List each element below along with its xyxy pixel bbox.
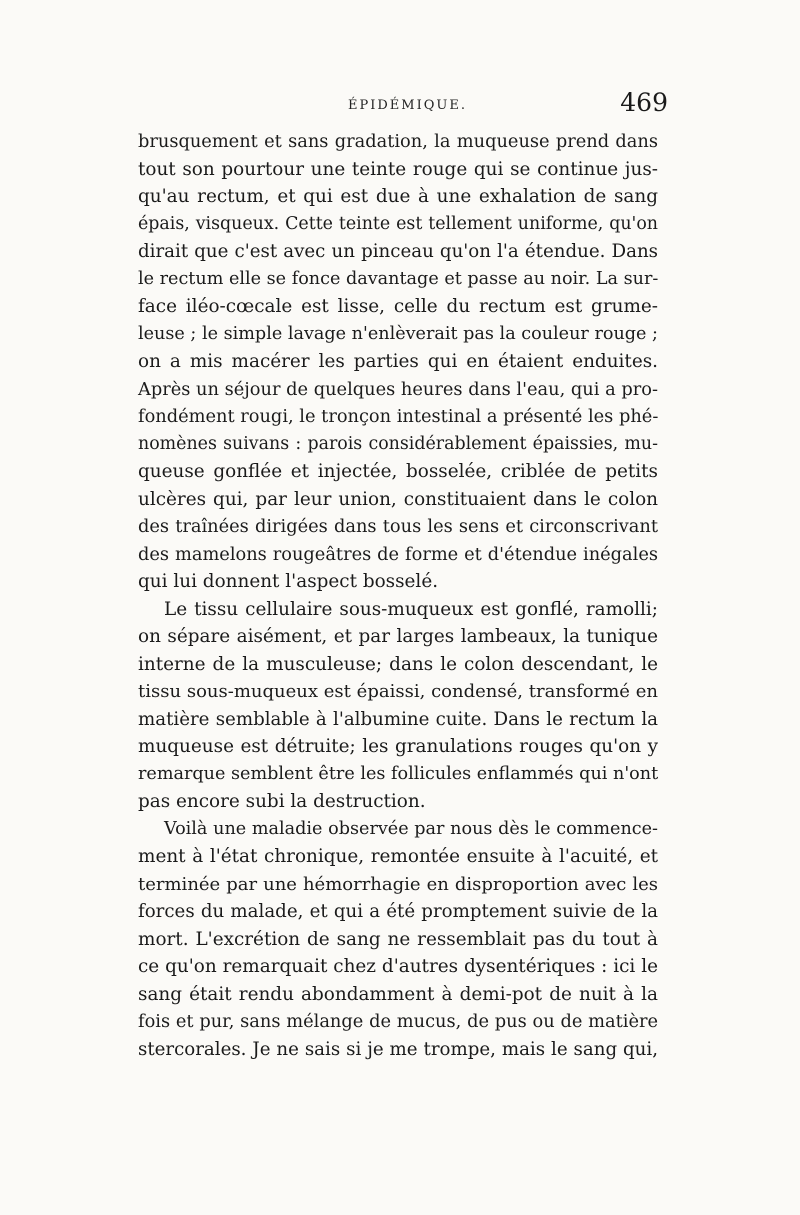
text-line: matière semblable à l'albumine cuite. Dans le rectum la — [138, 708, 658, 730]
text-line: épais, visqueux. Cette teinte est tellement uniforme, qu'on — [138, 213, 658, 234]
text-line: queuse gonflée et injectée, bosselée, criblée de petits — [138, 461, 658, 482]
text-line: terminée par une hémorrhagie en disproportion avec les — [138, 873, 658, 895]
text-line: ulcères qui, par leur union, constituaient dans le colon — [138, 488, 658, 510]
paragraph-start-line: Le tissu cellulaire sous-muqueux est gonflé, ramolli; — [164, 598, 658, 620]
text-line: des traînées dirigées dans tous les sens et circonscrivant — [138, 516, 658, 537]
text-line: stercorales. Je ne sais si je me trompe, mais le sang qui, — [138, 1038, 658, 1060]
text-line: forces du malade, et qui a été promptement suivie de la — [138, 901, 658, 922]
body-text — [138, 128, 658, 1063]
text-line: ment à l'état chronique, remontée ensuite à l'acuité, et — [138, 846, 658, 867]
text-line: tissu sous-muqueux est épaissi, condensé, transformé en — [138, 681, 658, 702]
paragraph-end-line: qui lui donnent l'aspect bosselé. — [138, 571, 439, 592]
text-line: muqueuse est détruite; les granulations rouges qu'on y — [138, 736, 658, 757]
text-line: nomènes suivans : parois considérablement épaissies, mu- — [138, 433, 658, 454]
running-title: ÉPIDÉMIQUE. — [348, 98, 467, 113]
text-line: le rectum elle se fonce davantage et passe au noir. La sur- — [138, 268, 659, 289]
page-number: 469 — [620, 88, 668, 117]
running-head — [130, 88, 670, 122]
text-line: des mamelons rougeâtres de forme et d'étendue inégales — [138, 543, 658, 565]
text-line: ce qu'on remarquait chez d'autres dysentériques : ici le — [138, 956, 658, 977]
text-line: fois et pur, sans mélange de mucus, de pus ou de matière — [138, 1011, 658, 1032]
text-line: face iléo-cœcale est lisse, celle du rectum est grume- — [138, 296, 658, 317]
paragraph-end-line: pas encore subi la destruction. — [138, 791, 426, 812]
paragraph-start-line: Voilà une maladie observée par nous dès le commence- — [164, 818, 658, 839]
text-line: on sépare aisément, et par larges lambeaux, la tunique — [138, 626, 658, 647]
text-line: remarque semblent être les follicules enflammés qui n'ont — [138, 763, 659, 784]
text-line: leuse ; le simple lavage n'enlèverait pas la couleur rouge ; — [138, 323, 658, 344]
text-line: tout son pourtour une teinte rouge qui se continue jus- — [138, 158, 658, 180]
text-line: mort. L'excrétion de sang ne ressemblait pas du tout à — [138, 928, 658, 950]
text-line: qu'au rectum, et qui est due à une exhalation de sang — [138, 186, 658, 207]
text-line: fondément rougi, le tronçon intestinal a présenté les phé- — [138, 406, 659, 427]
text-line: brusquement et sans gradation, la muqueuse prend dans — [138, 131, 658, 152]
text-line: on a mis macérer les parties qui en étaient enduites. — [138, 351, 658, 372]
text-line: interne de la musculeuse; dans le colon descendant, le — [138, 653, 658, 675]
text-line: Après un séjour de quelques heures dans l'eau, qui a pro- — [138, 378, 658, 400]
text-line: sang était rendu abondamment à demi-pot de nuit à la — [138, 983, 658, 1005]
text-line: dirait que c'est avec un pinceau qu'on l'a étendue. Dans — [138, 241, 658, 262]
